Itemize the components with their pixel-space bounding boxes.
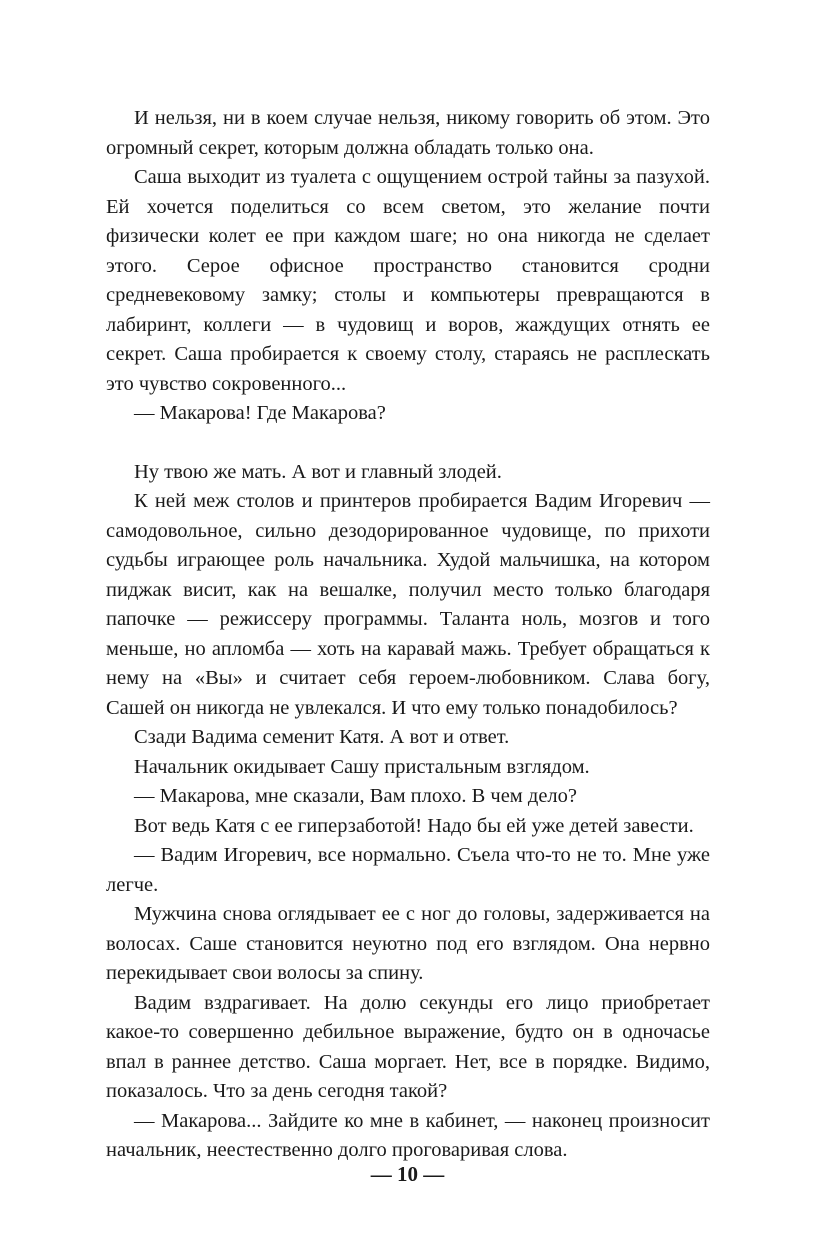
- page-body: [106, 104, 710, 1166]
- page-number: — 10 —: [370, 1162, 445, 1186]
- paragraph-10: — Вадим Игоревич, все нормально. Съела что-то не то. Мне уже легче.: [106, 844, 710, 896]
- paragraph-12: Вадим вздрагивает. На долю секунды его лицо приобретает какое-то совершенно дебильное выражение, будто он в одночасье впал в раннее детство. Саша моргает. Нет, все в порядке. Видимо, показалось. Что за день сегодня такой?: [106, 991, 710, 1102]
- paragraph-3: — Макарова! Где Макарова?: [134, 402, 386, 424]
- paragraph-6: Сзади Вадима семенит Катя. А вот и ответ.: [134, 726, 510, 748]
- paragraph-2: Саша выходит из туалета с ощущением острой тайны за пазухой. Ей хочется поделиться со всем светом, это желание почти физически колет ее при каждом шаге; но она никогда не сделает этого. Серое офисное пространство становится сродни средневековому замку; столы и компьютеры превращаются в лабиринт, коллеги — в чудовищ и воров, жаждущих отнять ее секрет. Саша пробирается к своему столу, стараясь не расплескать это чувство сокровенного...: [106, 166, 710, 395]
- paragraph-5: К ней меж столов и принтеров пробирается Вадим Игоревич — самодовольное, сильно дезодорированное чудовище, по прихоти судьбы играющее роль начальника. Худой мальчишка, на котором пиджак висит, как на вешалке, получил место только благодаря папочке — режиссеру программы. Таланта ноль, мозгов и того меньше, но апломба — хоть на каравай мажь. Требует обращаться к нему на «Вы» и считает себя героем-любовником. Слава богу, Сашей он никогда не увлекался. И что ему только понадобилось?: [106, 490, 710, 719]
- paragraph-7: Начальник окидывает Сашу пристальным взглядом.: [134, 755, 590, 778]
- paragraph-9: Вот ведь Катя с ее гиперзаботой! Надо бы ей уже детей завести.: [134, 814, 694, 837]
- paragraph-1: И нельзя, ни в коем случае нельзя, никому говорить об этом. Это огромный секрет, которым должна обладать только она.: [106, 107, 710, 159]
- paragraph-13: — Макарова... Зайдите ко мне в кабинет, — наконец произносит начальник, неестественно долго проговаривая слова.: [106, 1109, 710, 1161]
- paragraph-4: Ну твою же мать. А вот и главный злодей.: [134, 460, 502, 483]
- paragraph-11: Мужчина снова оглядывает ее с ног до головы, задерживается на волосах. Саше становится неуютно под его взглядом. Она нервно перекидывает свои волосы за спину.: [106, 903, 710, 984]
- paragraph-8: — Макарова, мне сказали, Вам плохо. В чем дело?: [134, 785, 577, 807]
